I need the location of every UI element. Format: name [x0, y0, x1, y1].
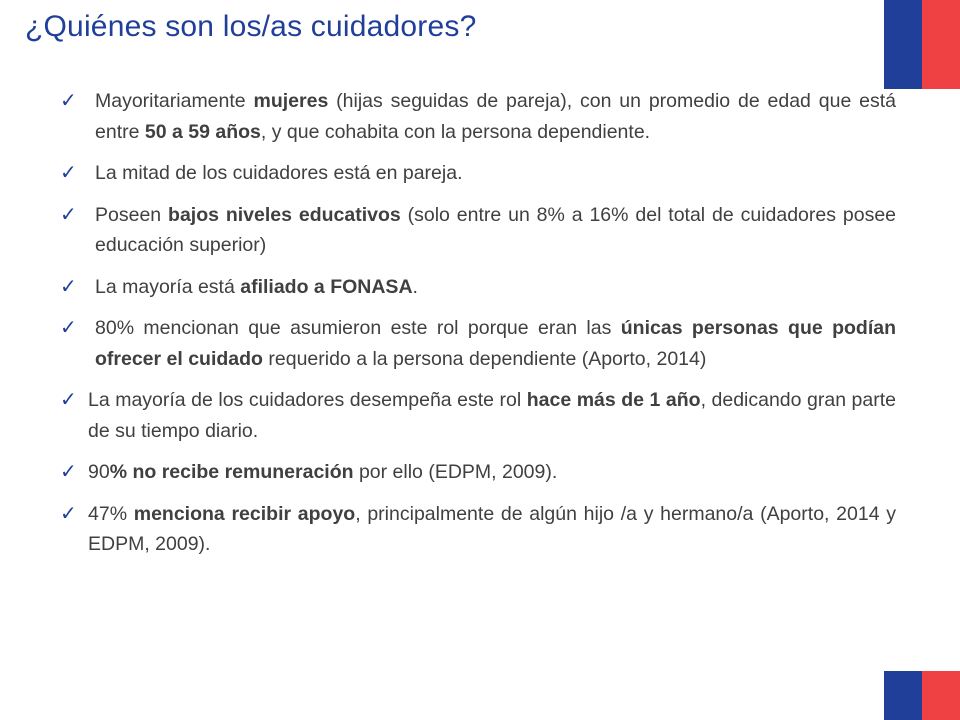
bold-text: mujeres [253, 90, 329, 112]
bullet-item [60, 158, 896, 189]
flag-red-band [922, 671, 960, 720]
bullet-item [60, 272, 896, 303]
bullet-item [60, 499, 896, 560]
bullet-item [60, 313, 896, 374]
slide-title: ¿Quiénes son los/as cuidadores? [25, 10, 477, 43]
flag-red-band [922, 0, 960, 89]
text-run: La mayoría de los cuidadores desempeña este rol [88, 389, 527, 411]
bullet-item [60, 86, 896, 147]
bullet-item [60, 200, 896, 261]
text-run: 47% [88, 502, 134, 525]
check-icon: ✓ [60, 90, 77, 112]
check-icon: ✓ [60, 461, 77, 483]
bullet-text [95, 158, 896, 189]
bullet-item [60, 457, 896, 488]
check-icon: ✓ [60, 203, 77, 226]
text-run: La mitad de los cuidadores está en pareja. [95, 162, 463, 184]
check-icon: ✓ [60, 275, 77, 298]
text-run: (hijas seguidas de pareja), con un promedio de edad que está entre [95, 90, 896, 143]
bullet-text [95, 86, 896, 147]
check-icon: ✓ [60, 162, 77, 184]
text-run: 90 [88, 461, 110, 483]
text-run: Mayoritariamente [95, 90, 254, 112]
bullet-list [60, 86, 896, 571]
check-icon: ✓ [60, 389, 77, 411]
bold-text: afiliado a FONASA [240, 275, 413, 298]
bold-text: menciona recibir apoyo [133, 502, 356, 525]
bullet-text [88, 499, 896, 560]
bold-text: % no recibe remuneración [109, 461, 354, 483]
bold-text: hace más de 1 año [526, 389, 701, 411]
bullet-text [95, 313, 896, 374]
bullet-item [60, 385, 896, 446]
bullet-text [88, 385, 896, 446]
text-run: . [412, 275, 418, 298]
check-icon: ✓ [60, 317, 77, 339]
flag-blue-band [884, 671, 922, 720]
text-run: requerido a la persona dependiente (Aporto, 2014) [262, 347, 707, 370]
bullet-text [95, 272, 896, 303]
text-run: (solo entre un 8% a 16% del total de cuidadores posee educación superior) [95, 203, 897, 256]
text-run: , y que cohabita con la persona dependiente. [260, 120, 651, 143]
text-run: , dedicando gran parte de su tiempo diario. [88, 389, 897, 442]
chile-flag-stripe-top [884, 0, 960, 89]
check-icon: ✓ [60, 502, 77, 525]
text-run: , principalmente de algún hijo /a y hermano/a (Aporto, 2014 y EDPM, 2009). [88, 502, 896, 555]
bold-text: únicas personas que podían ofrecer el cuidado [95, 317, 897, 370]
text-run: por ello (EDPM, 2009). [353, 461, 558, 483]
bullet-text [88, 457, 896, 488]
text-run: Poseen [95, 203, 169, 226]
bold-text: bajos niveles educativos [168, 203, 401, 226]
chile-flag-stripe-bottom [884, 671, 960, 720]
text-run: 80% mencionan que asumieron este rol porque eran las [95, 317, 621, 339]
bold-text: 50 a 59 años [144, 120, 261, 143]
text-run: La mayoría está [95, 275, 241, 298]
flag-blue-band [884, 0, 922, 89]
bullet-text [95, 200, 896, 261]
